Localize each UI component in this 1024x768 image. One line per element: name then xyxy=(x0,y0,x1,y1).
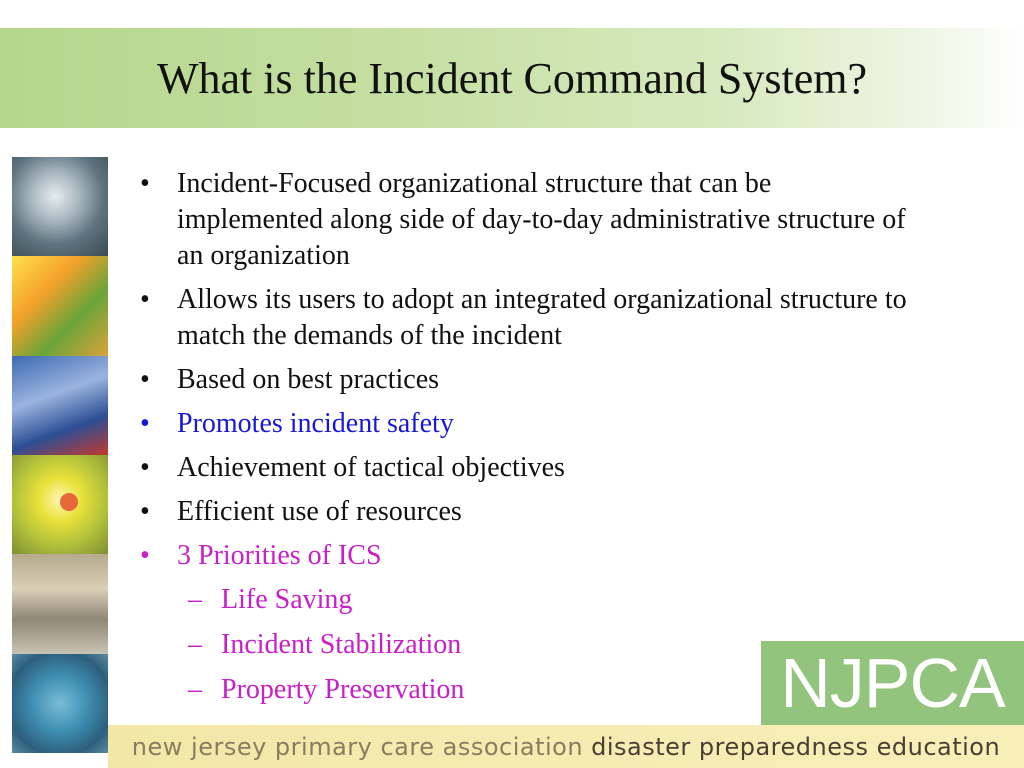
bullet-item: • Promotes incident safety xyxy=(140,408,454,439)
njpca-logo xyxy=(761,641,1024,725)
bullet-list xyxy=(138,166,918,717)
emergency-vehicle-photo xyxy=(12,356,108,455)
footer xyxy=(108,725,1024,768)
lab-equipment-photo xyxy=(12,256,108,355)
bullet-item: • 3 Priorities of ICS xyxy=(140,540,382,571)
photo-strip xyxy=(12,157,108,753)
bullet-item: • Based on best practices xyxy=(140,364,440,395)
bullet-item: • Allows its users to adopt an integrated organizational structure to match the demands of the incident xyxy=(140,284,907,351)
sub-bullet-item: – Incident Stabilization xyxy=(188,629,462,660)
bullet-item: • Achievement of tactical objectives xyxy=(140,452,565,483)
radiation-hazard-photo xyxy=(12,455,108,554)
logo-text: NJPCA xyxy=(780,644,1005,722)
bullet-item: • Incident-Focused organizational structure that can be implemented along side of day-to-day administrative structure of an organization xyxy=(140,168,906,271)
footer-org: new jersey primary care association xyxy=(131,732,584,761)
bullet-item: • Efficient use of resources xyxy=(140,496,462,527)
sub-bullet-item: – Property Preservation xyxy=(188,674,465,705)
footer-program: disaster preparedness education xyxy=(591,732,1001,761)
biohazard-suit-photo xyxy=(12,654,108,753)
hurricane-photo xyxy=(12,157,108,256)
sub-bullet-item: – Life Saving xyxy=(188,584,353,615)
flood-debris-photo xyxy=(12,554,108,653)
slide-title: What is the Incident Command System? xyxy=(157,53,867,103)
